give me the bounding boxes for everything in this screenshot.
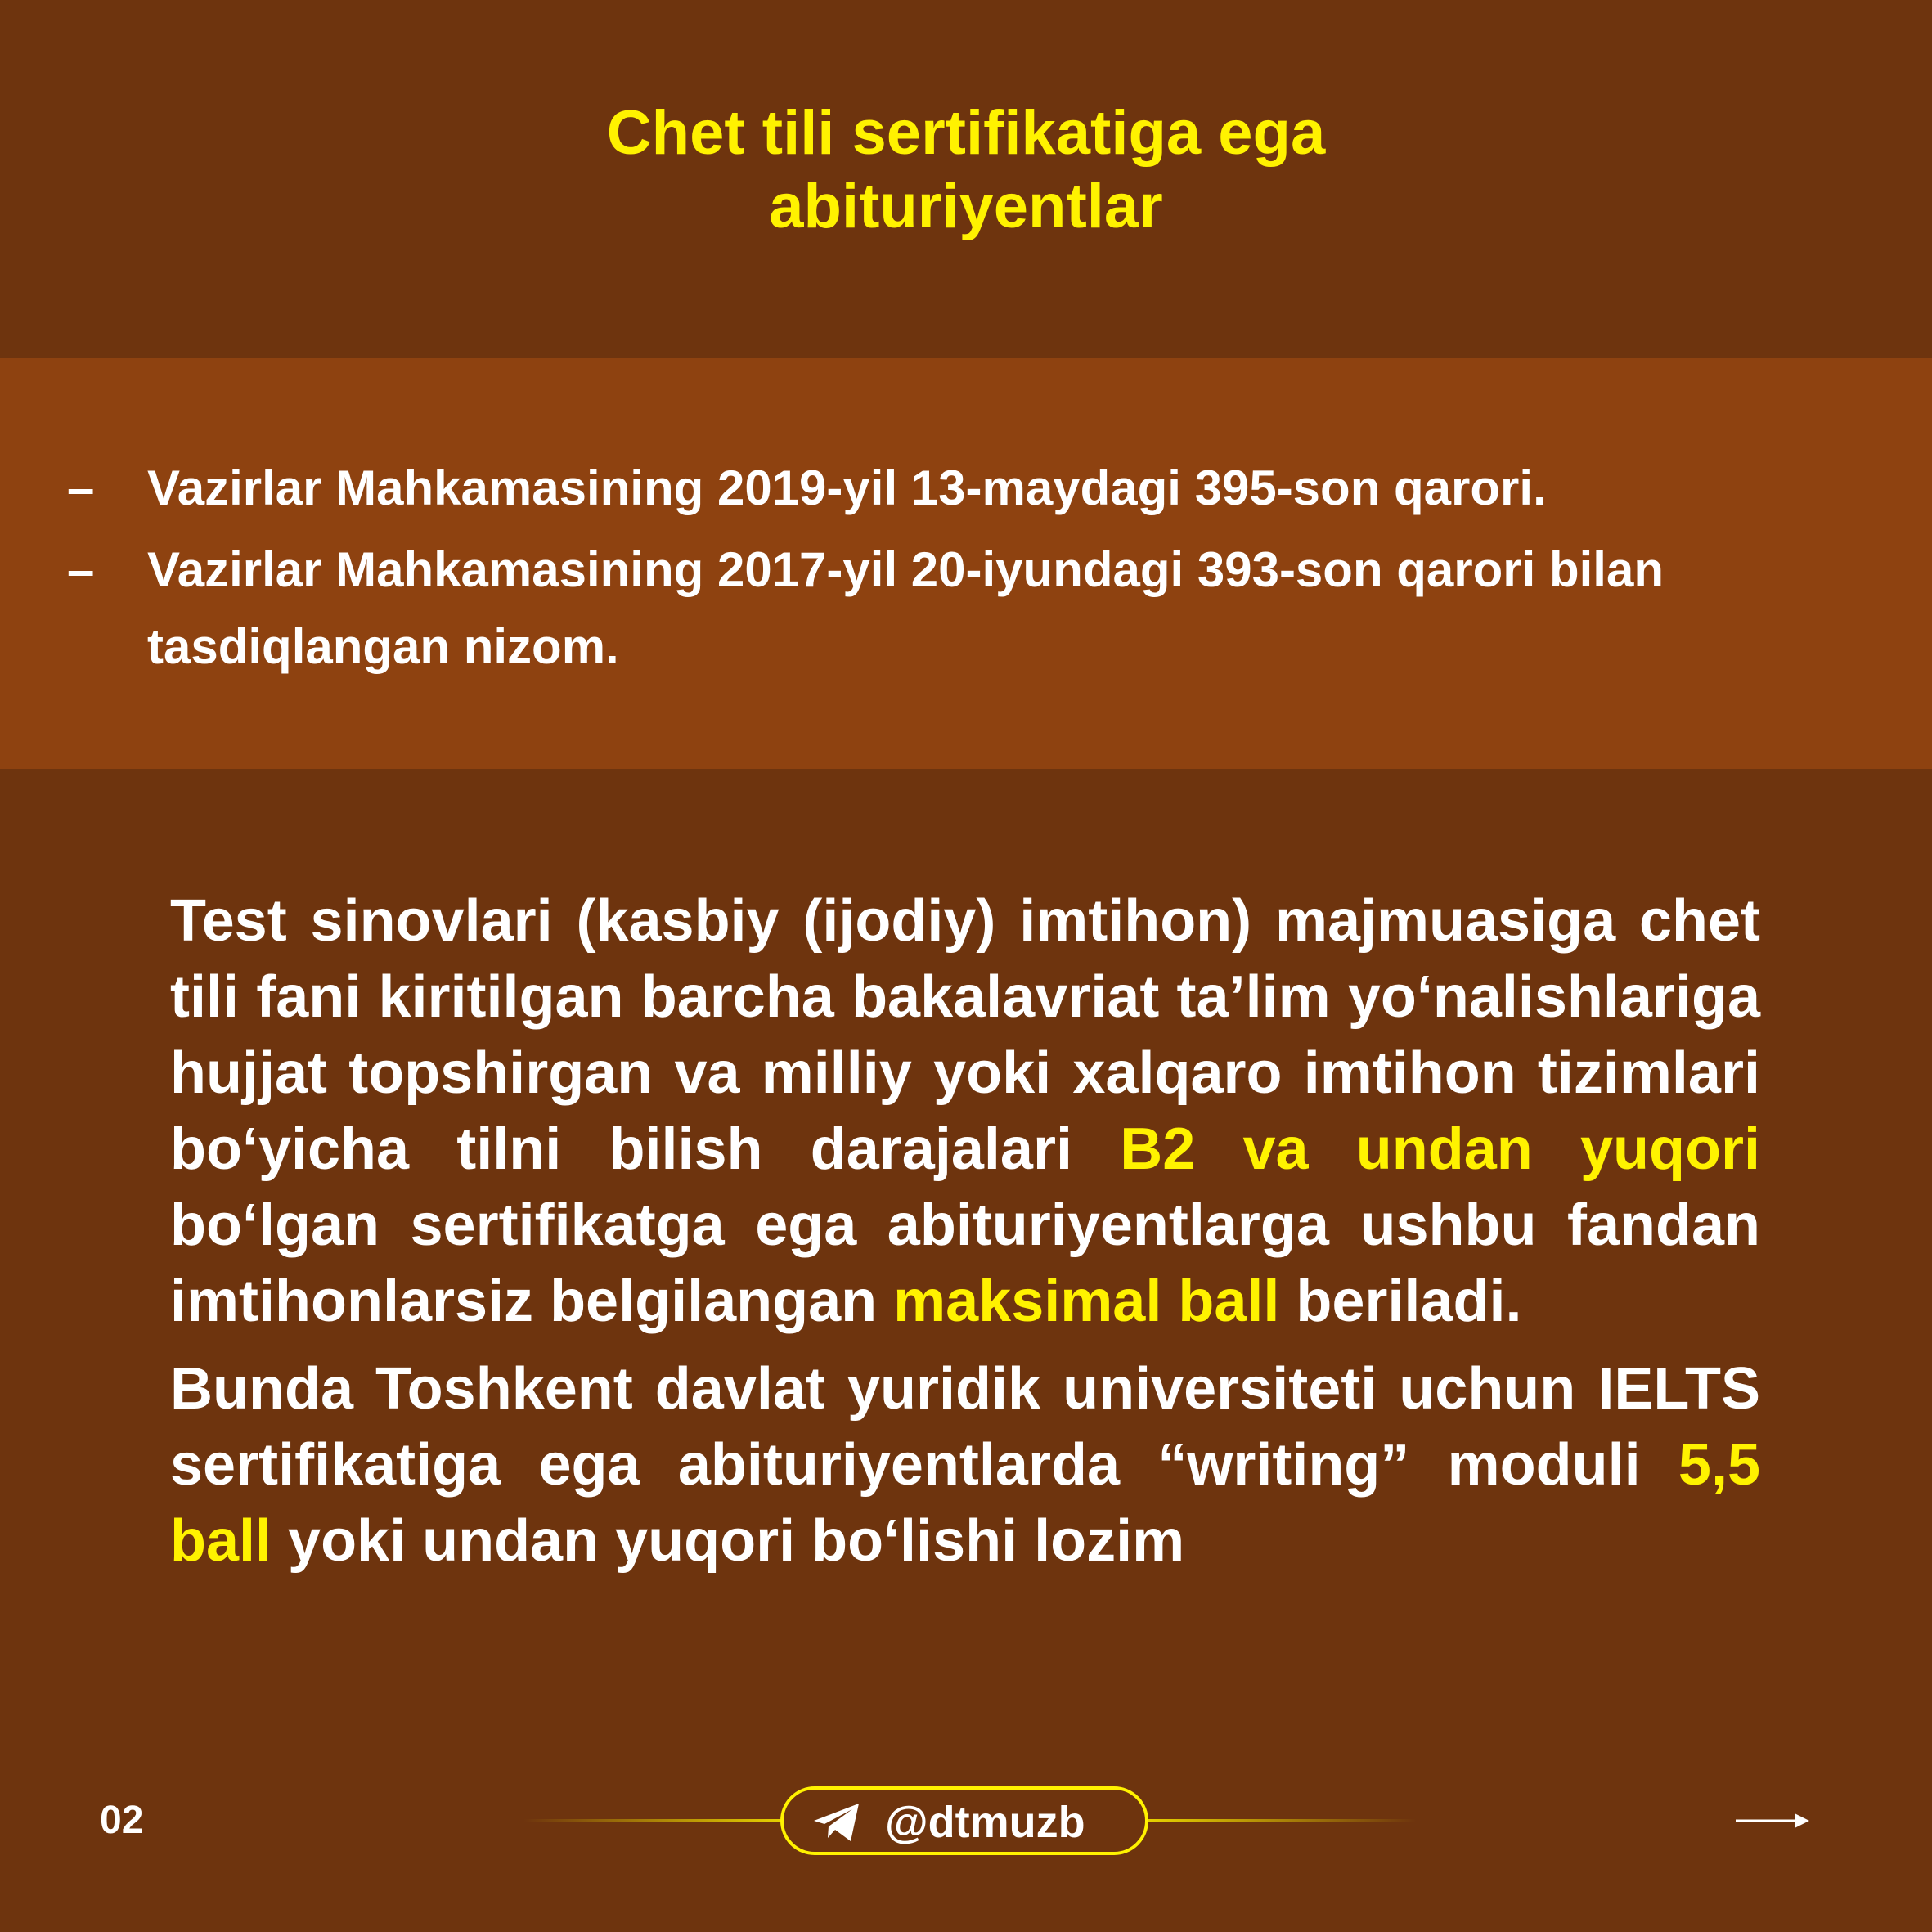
- references-list: [0, 358, 1932, 769]
- text-segment: Bunda Toshkent davlat yuridik universiteti uchun IELTS sertifikatiga ega abituriyentlarda “writing” moduli: [170, 1356, 1760, 1498]
- bullet-dash: –: [67, 461, 95, 515]
- text-segment: Test sinovlari (kasbiy (ijodiy) imtihon) majmuasiga chet tili fani kiritilgan barcha bakalavriat ta’lim yo‘nalishlariga hujjat topshirgan va milliy yoki xalqaro imtihon tizimlari bo‘yicha tilni bilish darajalari: [170, 888, 1760, 1182]
- page-title: [0, 97, 1932, 244]
- reference-text: Vazirlar Mahkamasining 2017-yil 20-iyundagi 393-son qarori bilan tasdiqlangan nizom.: [147, 542, 1664, 674]
- arrow-right-icon[interactable]: [1736, 1809, 1811, 1832]
- text-segment: beriladi.: [1279, 1269, 1522, 1334]
- paragraph-1: [170, 883, 1760, 1340]
- text-segment: bo‘lgan sertifikatga ega abituriyentlarga ushbu fandan imtihonlarsiz belgilangan: [170, 1193, 1760, 1334]
- telegram-handle: @dtmuzb: [885, 1798, 1085, 1847]
- highlight-b2: B2 va undan yuqori: [1120, 1117, 1761, 1182]
- page-number: 02: [100, 1799, 144, 1842]
- text-segment: yoki undan yuqori bo‘lishi lozim: [272, 1508, 1185, 1574]
- references-band: [0, 358, 1932, 769]
- main-text: [170, 883, 1760, 1591]
- highlight-score: 5,5 ball: [170, 1432, 1760, 1574]
- telegram-icon: [811, 1801, 862, 1844]
- bullet-dash: –: [67, 542, 95, 597]
- decorative-line-right: [1147, 1819, 1417, 1822]
- highlight-max-ball: maksimal ball: [893, 1269, 1280, 1334]
- decorative-line-left: [523, 1819, 785, 1822]
- reference-text: Vazirlar Mahkamasining 2019-yil 13-maydagi 395-son qarori.: [147, 461, 1547, 515]
- telegram-handle-link[interactable]: [780, 1786, 1148, 1855]
- paragraph-2: [170, 1351, 1760, 1579]
- title-line-2: abituriyentlar: [769, 172, 1163, 241]
- title-line-1: Chet tili sertifikatiga ega: [606, 98, 1326, 168]
